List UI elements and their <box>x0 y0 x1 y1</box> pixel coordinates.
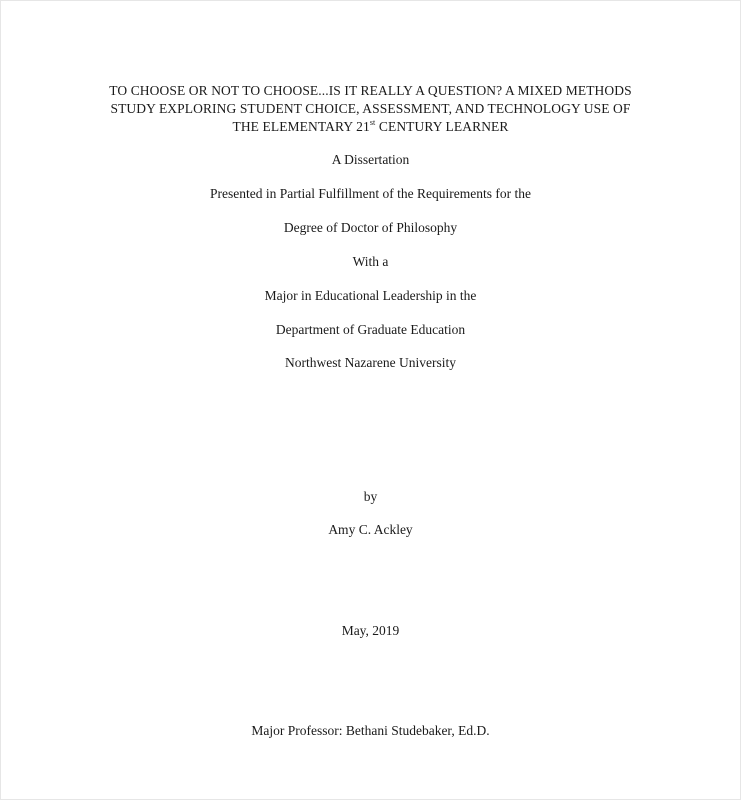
title-line-1: TO CHOOSE OR NOT TO CHOOSE...IS IT REALLY A QUESTION? A MIXED METHODS <box>109 83 632 98</box>
university-line: Northwest Nazarene University <box>285 355 456 370</box>
with-line: With a <box>352 254 389 269</box>
degree-line: Degree of Doctor of Philosophy <box>283 220 458 235</box>
author-name: Amy C. Ackley <box>328 522 413 537</box>
document-type: A Dissertation <box>331 152 410 167</box>
title-line-3-end: CENTURY LEARNER <box>375 119 509 134</box>
title-line-3 <box>0 118 741 135</box>
major-line: Major in Educational Leadership in the <box>264 288 477 303</box>
title-line-3-text: THE ELEMENTARY 21 <box>232 119 370 134</box>
date-line: May, 2019 <box>341 623 400 638</box>
title-line-2: STUDY EXPLORING STUDENT CHOICE, ASSESSMENT, AND TECHNOLOGY USE OF <box>110 101 631 116</box>
by-line: by <box>363 489 378 504</box>
title-ordinal-suffix: st <box>369 117 376 127</box>
major-professor-line: Major Professor: Bethani Studebaker, Ed.D. <box>251 723 490 738</box>
department-line: Department of Graduate Education <box>275 322 466 337</box>
requirements-statement: Presented in Partial Fulfillment of the Requirements for the <box>210 186 531 201</box>
